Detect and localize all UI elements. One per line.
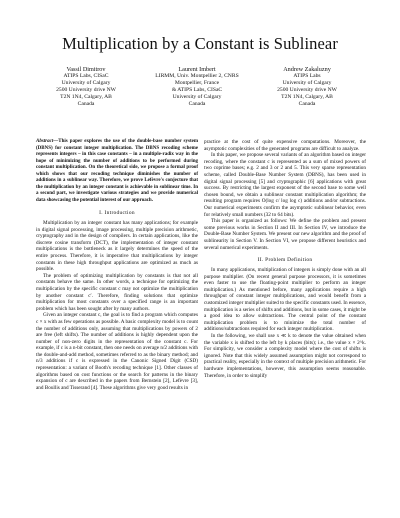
author-name: Laurent Imbert [178, 66, 216, 73]
author-affiliation-line: ATIPS Labs, CISaC [63, 73, 109, 80]
author-affiliation-line: Montpellier, France [174, 80, 220, 87]
author-affiliation-line: & ATIPS Labs, CISaC [171, 87, 223, 93]
author-affiliation-line: Canada [188, 100, 206, 107]
author-3 [247, 66, 367, 107]
author-affiliation-line: University of Calgary [282, 80, 332, 87]
paper-title: Multiplication by a Constant is Sublinear [62, 34, 338, 53]
abstract-text: This paper explores the use of the double-base number system (DBNS) for constant integer multiplication. The DBNS recoding scheme represents integers – in this case constants – in a multiple-radix way in the hope of minimizing the number of additions to be performed during constant multiplication. On the theoretical side, we propose a formal proof which shows that our recoding technique diminishes the number of additions in a sublinear way. Therefore, we prove Lefèvre's conjecture that the multiplication by an integer constant is achievable in sublinear time. In a second part, we investigate various strategies and we provide numerical data showcasing the potential interest of our approach. [36, 139, 198, 203]
author-affiliation-line: 2500 University drive NW [277, 87, 337, 93]
author-affiliation-line: Canada [77, 100, 95, 107]
author-affiliation-line: ATIPS Labs [293, 73, 321, 80]
author-2 [137, 66, 257, 107]
paragraph: This paper is organized as follows: We define the problem and present some previous works in Section II and III. In Section IV, we introduce the Double-Base Number System. We present our new algorithm and the proof of sublinearity in Section V. In Section VI, we propose different heuristics and several numerical experiments. [204, 218, 366, 251]
author-affiliation-line: T2N 1N4, Calgary, AB [281, 93, 333, 100]
author-block [36, 66, 366, 118]
author-affiliation-line: University of Calgary [61, 80, 111, 87]
author-name: Vassil Dimitrov [66, 66, 106, 73]
author-affiliation-line: LIRMM, Univ. Montpellier 2, CNRS [155, 73, 239, 80]
author-1 [26, 66, 146, 107]
paragraph: In the following, we shall use x ≪ k to denote the value obtained when the variable x is shifted to the left by k places (bits); i.e., the value x × 2^k. For simplicity, we consider a complexity model where the cost of shifts is ignored. Note that this widely assumed assumption might not correspond to practical reality, especially in the context of multiple precision arithmetic. For hardware implementations, however, this assumption seems reasonable. Therefore, in order to simplify [204, 333, 366, 379]
paragraph: In this paper, we propose several variants of an algorithm based on integer recoding, where the constant c is represented as a sum of mixed powers of two coprime bases; e.g. 2 and 3 or 2 and 5. This very sparse representation scheme, called Double-Base Number System (DBNS), has been used in digital signal processing [5] and cryptographic [6] applications with great success. By restricting the largest exponent of the second base to some well chosen bound, we obtain a sublinear constant multiplication algorithm; the resulting program requires O(log c/ log log c) additions and/or subtractions. Our numerical experiments confirm the asymptotic sublinear behavior, even for relatively small numbers (32 to 64 bits). [204, 152, 366, 218]
abstract [36, 139, 198, 204]
section-heading-introduction: I. Introduction [99, 210, 135, 216]
author-affiliation-line: Canada [298, 100, 316, 107]
paragraph: Multiplication by an integer constant has many applications; for example in digital signal processing, image processing, multiple precision arithmetic, cryptography and in the design of compilers. In certain applications, like the discrete cosine transform (DCT), the implementation of integer constant multiplications is the bottleneck as it largely determines the speed of the entire process. Therefore, it is imperative that multiplications by integer constants in these high throughput applications are optimized as much as possible. [36, 220, 198, 273]
author-affiliation-line: University of Calgary [172, 93, 222, 100]
author-affiliation-line: T2N 1N4, Calgary, AB [60, 93, 112, 100]
abstract-label: Abstract— [36, 139, 59, 144]
author-name: Andrew Zakaluzny [283, 66, 331, 73]
author-affiliation-line: 2500 University drive NW [56, 87, 116, 93]
paragraph: Given an integer constant c, the goal is to find a program which computes c × x with as few operations as possible. A basic complexity model is to count the number of additions only, assuming that multiplications by powers of 2 are free (left shifts). The number of additions is highly dependent upon the number of non-zero digits in the representation of the constant c. For example, if c is a n-bit constant, then one needs on average n/2 additions with the double-and-add method, sometimes referred to as the binary method; and n/3 additions if c is expressed in the Canonic Signed Digit (CSD) representation: a variant of Booth's recoding technique [1]. Other classes of algorithms based on cost functions or the search for patterns in the binary expansion of c are described in the papers from Bernstein [2], Lefèvre [3], and Boullis and Tisserand [4]. These algorithms give very good results in [36, 312, 198, 391]
left-column [36, 139, 198, 391]
section-heading-problem-definition: II. Problem Definition [257, 257, 313, 264]
paragraph: practice at the cost of quite expensive computations. Moreover, the asymptotic complexities of the generated programs are difficult to analyze. [204, 139, 366, 152]
paragraph: The problem of optimizing multiplication by constants is that not all constants behave the same. In other words, a technique for optimizing the multiplication by the specific constant c may not optimize the multiplication by another constant c′. Therefore, finding solutions that optimize multiplication for most constants over a specified range is an important problem which has been sought after by many authors. [36, 272, 198, 312]
paragraph: In many applications, multiplication of integers is simply done with an all purpose multiplier. (On recent general purpose processors, it is sometimes even faster to use the floating-point multiplier to perform an integer multiplication.) As mentioned before, many applications require a high throughput of constant integer multiplications, and would benefit from a customized integer multiplier suited to the specific constants used. In essence, multiplication is a series of shifts and additions, but in some cases, it might be a good idea to allow subtractions. The central point of the constant multiplication problem is to minimize the total number of additions/subtractions required for each integer multiplication. [204, 267, 366, 333]
right-column [204, 139, 366, 379]
